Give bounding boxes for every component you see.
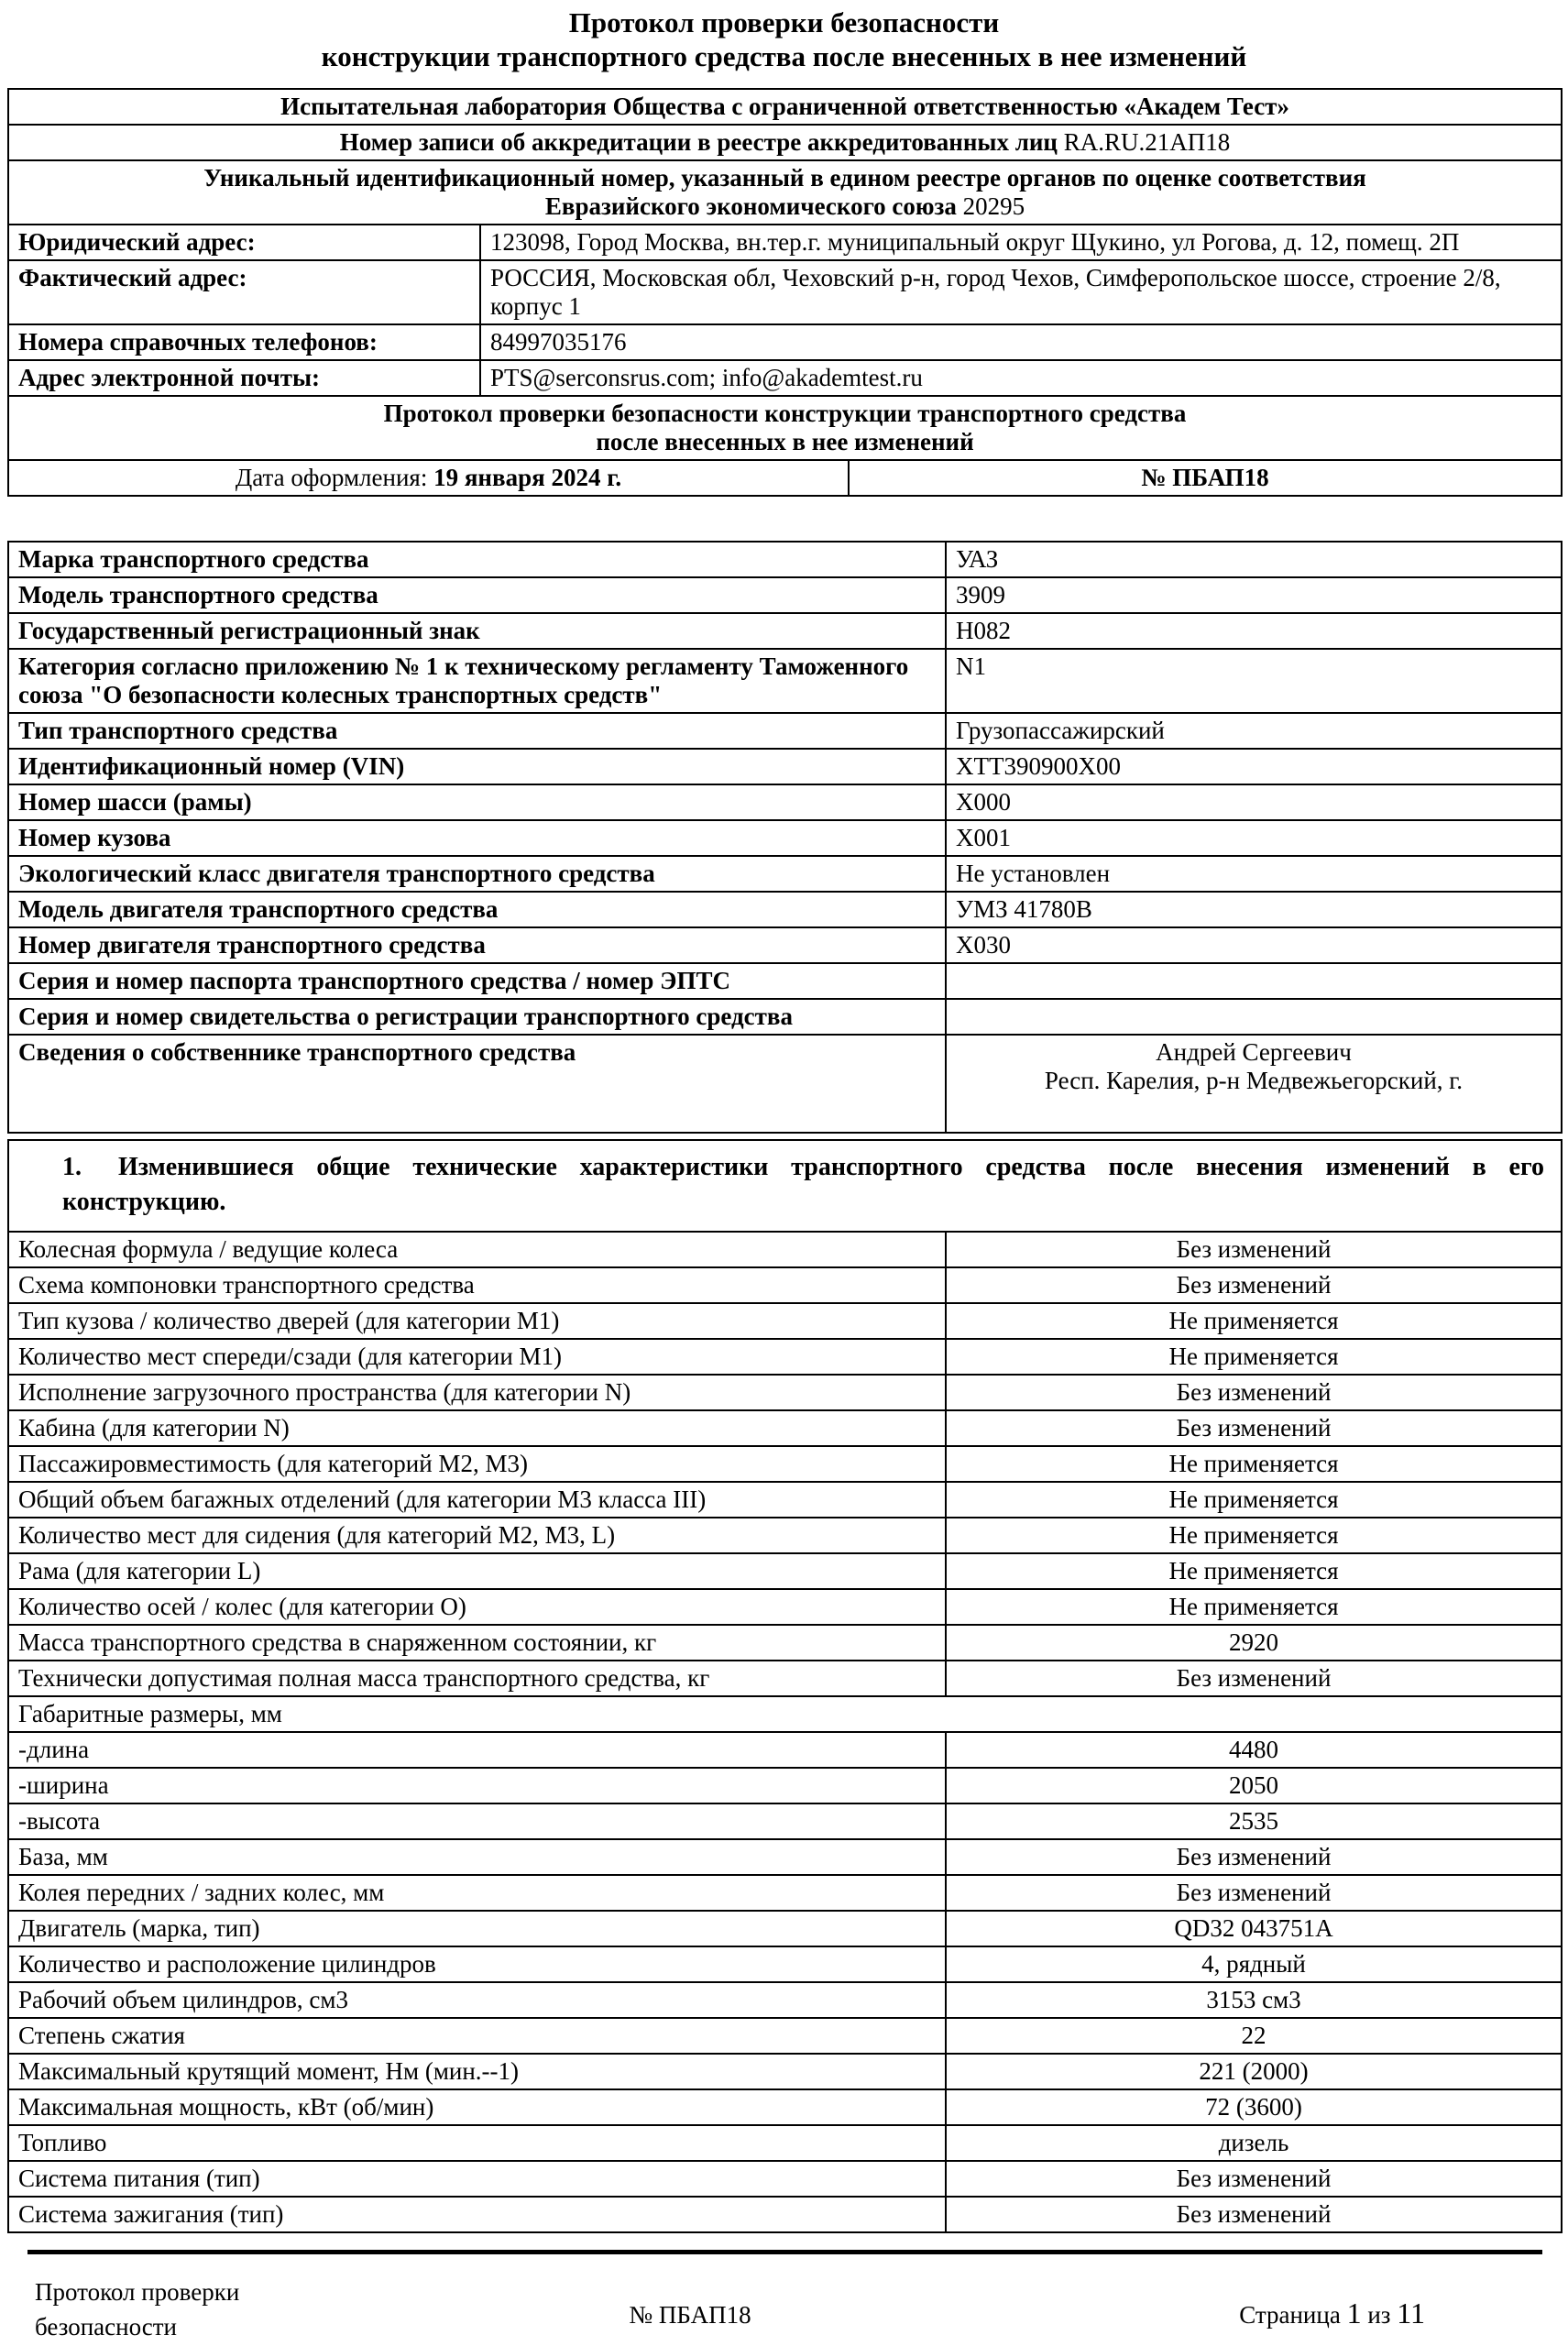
accreditation-value: RA.RU.21АП18	[1063, 128, 1231, 156]
frame-label: Рама (для категории L)	[8, 1553, 946, 1589]
table-row	[8, 1232, 1562, 1267]
layout-scheme-value: Без изменений	[946, 1267, 1562, 1303]
cargo-space-value: Без изменений	[946, 1375, 1562, 1410]
displacement-value: 3153 см3	[946, 1982, 1562, 2018]
table-row	[8, 1625, 1562, 1661]
cab-value: Без изменений	[946, 1410, 1562, 1446]
table-row	[8, 2054, 1562, 2089]
engine-make-value: QD32 043751A	[946, 1911, 1562, 1946]
engine-number-value: Х030	[946, 927, 1562, 963]
footer-page-counter	[1239, 2299, 1425, 2330]
cargo-space-label: Исполнение загрузочного пространства (для категории N)	[8, 1375, 946, 1410]
height-value: 2535	[946, 1803, 1562, 1839]
email-label: Адрес электронной почты:	[8, 360, 480, 396]
unique-number-value: 20295	[962, 192, 1025, 220]
width-value: 2050	[946, 1768, 1562, 1803]
footer-page-current: 1	[1346, 2297, 1362, 2330]
table-row	[8, 1518, 1562, 1553]
chassis-number-value: Х000	[946, 784, 1562, 820]
max-torque-value: 221 (2000)	[946, 2054, 1562, 2089]
footer-document-name	[35, 2275, 239, 2344]
document-title-line1: Протокол проверки безопасности	[568, 6, 1000, 38]
header-info-table	[7, 88, 1563, 497]
date-value: 19 января 2024 г.	[433, 464, 622, 491]
owner-address: Респ. Карелия, р-н Медвежьегорский, г.	[1044, 1067, 1464, 1094]
cab-label: Кабина (для категории N)	[8, 1410, 946, 1446]
table-row	[8, 1267, 1562, 1303]
table-row	[8, 1839, 1562, 1875]
cylinders-value: 4, рядный	[946, 1946, 1562, 1982]
legal-address-label: Юридический адрес:	[8, 225, 480, 260]
cylinders-label: Количество и расположение цилиндров	[8, 1946, 946, 1982]
characteristics-table	[7, 1139, 1563, 2233]
vin-value: XTT390900X00	[946, 749, 1562, 784]
table-row	[8, 1661, 1562, 1696]
axles-wheels-value: Не применяется	[946, 1589, 1562, 1625]
table-row	[8, 2089, 1562, 2125]
sts-number-label: Серия и номер свидетельства о регистрации транспортного средства	[8, 999, 946, 1035]
table-row	[8, 1696, 1562, 1732]
table-row	[8, 1482, 1562, 1518]
seating-places-value: Не применяется	[946, 1518, 1562, 1553]
passenger-capacity-value: Не применяется	[946, 1446, 1562, 1482]
actual-address-label: Фактический адрес:	[8, 260, 480, 324]
page-footer	[7, 2254, 1561, 2339]
protocol-number-cell: № ПБАП18	[849, 460, 1562, 496]
table-row	[8, 820, 1562, 856]
date-label: Дата оформления:	[235, 464, 428, 491]
width-label: -ширина	[8, 1768, 946, 1803]
layout-scheme-label: Схема компоновки транспортного средства	[8, 1267, 946, 1303]
vehicle-model-label: Модель транспортного средства	[8, 577, 946, 613]
table-row	[8, 225, 1562, 260]
table-row	[8, 649, 1562, 713]
fuel-system-value: Без изменений	[946, 2161, 1562, 2197]
document-title-line2: конструкции транспортного средства после внесенных в нее изменений	[321, 40, 1247, 72]
dimensions-label: Габаритные размеры, мм	[8, 1696, 1562, 1732]
footer-document-name-line1: Протокол проверки	[35, 2278, 240, 2306]
pts-number-value	[946, 963, 1562, 999]
pts-number-label: Серия и номер паспорта транспортного средства / номер ЭПТС	[8, 963, 946, 999]
body-number-value: Х001	[946, 820, 1562, 856]
table-row	[8, 1982, 1562, 2018]
table-row	[8, 577, 1562, 613]
date-cell	[8, 460, 849, 496]
vehicle-make-value: УАЗ	[946, 542, 1562, 577]
unique-number-line2: Евразийского экономического союза	[544, 192, 957, 220]
vehicle-type-label: Тип транспортного средства	[8, 713, 946, 749]
footer-of-word: из	[1367, 2301, 1391, 2329]
wheel-formula-label: Колесная формула / ведущие колеса	[8, 1232, 946, 1267]
fuel-system-label: Система питания (тип)	[8, 2161, 946, 2197]
vehicle-make-label: Марка транспортного средства	[8, 542, 946, 577]
chassis-number-label: Номер шасси (рамы)	[8, 784, 946, 820]
length-label: -длина	[8, 1732, 946, 1768]
table-row	[8, 2161, 1562, 2197]
footer-document-name-line2: безопасности	[35, 2313, 177, 2341]
engine-number-label: Номер двигателя транспортного средства	[8, 927, 946, 963]
table-row	[8, 1589, 1562, 1625]
ignition-system-value: Без изменений	[946, 2197, 1562, 2232]
table-row	[8, 2018, 1562, 2054]
vin-label: Идентификационный номер (VIN)	[8, 749, 946, 784]
phone-label: Номера справочных телефонов:	[8, 324, 480, 360]
table-row	[8, 784, 1562, 820]
table-row	[8, 460, 1562, 496]
phone-value: 84997035176	[480, 324, 1562, 360]
table-row	[8, 360, 1562, 396]
table-row	[8, 1035, 1562, 1133]
height-label: -высота	[8, 1803, 946, 1839]
table-row	[8, 1446, 1562, 1482]
table-row	[8, 1553, 1562, 1589]
table-row	[8, 1732, 1562, 1768]
vehicle-type-value: Грузопассажирский	[946, 713, 1562, 749]
email-value: PTS@serconsrus.com; info@akademtest.ru	[480, 360, 1562, 396]
table-row	[8, 927, 1562, 963]
seats-front-rear-label: Количество мест спереди/сзади (для категории M1)	[8, 1339, 946, 1375]
table-row	[8, 396, 1562, 460]
vehicle-info-table	[7, 541, 1563, 1134]
table-row	[8, 1768, 1562, 1803]
section1-heading-text: Изменившиеся общие технические характеристики транспортного средства после внесения изменений в его конструкцию.	[62, 1153, 1544, 1216]
table-row	[8, 324, 1562, 360]
reg-plate-value: Н082	[946, 613, 1562, 649]
seating-places-label: Количество мест для сидения (для категорий M2, M3, L)	[8, 1518, 946, 1553]
curb-weight-label: Масса транспортного средства в снаряженном состоянии, кг	[8, 1625, 946, 1661]
table-row	[8, 542, 1562, 577]
table-row	[8, 125, 1562, 160]
table-row	[8, 713, 1562, 749]
table-row	[8, 89, 1562, 125]
displacement-label: Рабочий объем цилиндров, см3	[8, 1982, 946, 2018]
footer-protocol-number: № ПБАП18	[629, 2301, 751, 2329]
protocol-title-line1: Протокол проверки безопасности конструкции транспортного средства	[383, 400, 1187, 427]
footer-page-word: Страница	[1239, 2301, 1341, 2329]
sts-number-value	[946, 999, 1562, 1035]
table-row	[8, 999, 1562, 1035]
passenger-capacity-label: Пассажировместимость (для категорий M2, M3)	[8, 1446, 946, 1482]
eco-class-label: Экологический класс двигателя транспортного средства	[8, 856, 946, 892]
wheelbase-label: База, мм	[8, 1839, 946, 1875]
track-value: Без изменений	[946, 1875, 1562, 1911]
compression-label: Степень сжатия	[8, 2018, 946, 2054]
table-row	[8, 1140, 1562, 1232]
unique-number-cell	[8, 160, 1562, 225]
table-row	[8, 1339, 1562, 1375]
accreditation-label: Номер записи об аккредитации в реестре аккредитованных лиц	[339, 128, 1058, 156]
table-row	[8, 1303, 1562, 1339]
length-value: 4480	[946, 1732, 1562, 1768]
wheelbase-value: Без изменений	[946, 1839, 1562, 1875]
table-row	[8, 963, 1562, 999]
table-row	[8, 892, 1562, 927]
compression-value: 22	[946, 2018, 1562, 2054]
table-row	[8, 1875, 1562, 1911]
engine-model-value: УМЗ 41780В	[946, 892, 1562, 927]
table-row	[8, 613, 1562, 649]
wheel-formula-value: Без изменений	[946, 1232, 1562, 1267]
track-label: Колея передних / задних колес, мм	[8, 1875, 946, 1911]
luggage-volume-value: Не применяется	[946, 1482, 1562, 1518]
table-row	[8, 2125, 1562, 2161]
footer-page-total: 11	[1397, 2297, 1425, 2330]
owner-name: Андрей Сергеевич	[1156, 1038, 1352, 1066]
curb-weight-value: 2920	[946, 1625, 1562, 1661]
document-title	[7, 5, 1561, 73]
engine-model-label: Модель двигателя транспортного средства	[8, 892, 946, 927]
seats-front-rear-value: Не применяется	[946, 1339, 1562, 1375]
engine-make-label: Двигатель (марка, тип)	[8, 1911, 946, 1946]
owner-label: Сведения о собственнике транспортного средства	[8, 1035, 946, 1133]
luggage-volume-label: Общий объем багажных отделений (для категории M3 класса III)	[8, 1482, 946, 1518]
section1-number: 1.	[62, 1153, 82, 1181]
lab-name-cell: Испытательная лаборатория Общества с ограниченной ответственностью «Академ Тест»	[8, 89, 1562, 125]
category-value: N1	[946, 649, 1562, 713]
table-row	[8, 749, 1562, 784]
frame-value: Не применяется	[946, 1553, 1562, 1589]
table-row	[8, 160, 1562, 225]
max-weight-label: Технически допустимая полная масса транспортного средства, кг	[8, 1661, 946, 1696]
axles-wheels-label: Количество осей / колес (для категории O)	[8, 1589, 946, 1625]
table-row	[8, 1911, 1562, 1946]
fuel-label: Топливо	[8, 2125, 946, 2161]
body-type-value: Не применяется	[946, 1303, 1562, 1339]
accreditation-cell	[8, 125, 1562, 160]
table-row	[8, 1803, 1562, 1839]
protocol-title-cell	[8, 396, 1562, 460]
table-row	[8, 260, 1562, 324]
max-power-value: 72 (3600)	[946, 2089, 1562, 2125]
fuel-value: дизель	[946, 2125, 1562, 2161]
max-weight-value: Без изменений	[946, 1661, 1562, 1696]
section1-heading-cell	[8, 1140, 1562, 1232]
body-number-label: Номер кузова	[8, 820, 946, 856]
table-row	[8, 1410, 1562, 1446]
table-row	[8, 2197, 1562, 2232]
legal-address-value: 123098, Город Москва, вн.тер.г. муниципальный округ Щукино, ул Рогова, д. 12, помещ. 2П	[480, 225, 1562, 260]
eco-class-value: Не установлен	[946, 856, 1562, 892]
category-label: Категория согласно приложению № 1 к техническому регламенту Таможенного союза "О безопасности колесных транспортных средств"	[8, 649, 946, 713]
body-type-label: Тип кузова / количество дверей (для категории M1)	[8, 1303, 946, 1339]
table-row	[8, 856, 1562, 892]
max-power-label: Максимальная мощность, кВт (об/мин)	[8, 2089, 946, 2125]
ignition-system-label: Система зажигания (тип)	[8, 2197, 946, 2232]
owner-value	[946, 1035, 1562, 1133]
unique-number-line1: Уникальный идентификационный номер, указанный в едином реестре органов по оценке соответствия	[203, 164, 1366, 192]
actual-address-value: РОССИЯ, Московская обл, Чеховский р-н, город Чехов, Симферопольское шоссе, строение 2/8, корпус 1	[480, 260, 1562, 324]
vehicle-model-value: 3909	[946, 577, 1562, 613]
protocol-title-line2: после внесенных в нее изменений	[596, 428, 974, 455]
table-row	[8, 1946, 1562, 1982]
max-torque-label: Максимальный крутящий момент, Нм (мин.--1)	[8, 2054, 946, 2089]
table-row	[8, 1375, 1562, 1410]
reg-plate-label: Государственный регистрационный знак	[8, 613, 946, 649]
